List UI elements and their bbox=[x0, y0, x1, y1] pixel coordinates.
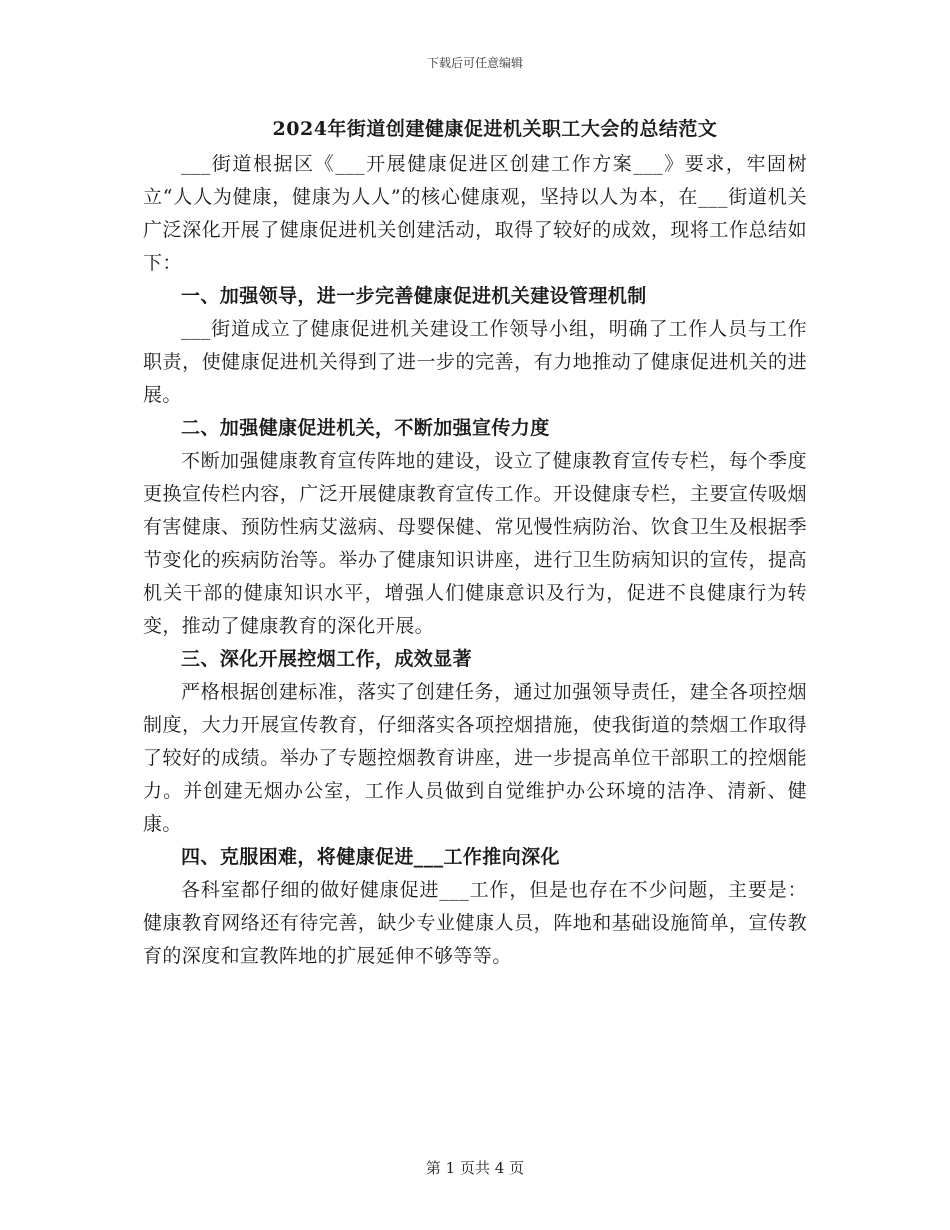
section-body-4: 各科室都仔细的做好健康促进___工作，但是也存在不少问题，主要是：健康教育网络还有待完善，缺少专业健康人员，阵地和基础设施简单，宣传教育的深度和宣教阵地的扩展延伸不够等等。 bbox=[143, 879, 807, 967]
section-body-3: 严格根据创建标准，落实了创建任务，通过加强领导责任，建全各项控烟制度，大力开展宣传教育，仔细落实各项控烟措施，使我街道的禁烟工作取得了较好的成绩。举办了专题控烟教育讲座，进一步提高单位干部职工的控烟能力。并创建无烟办公室，工作人员做到自觉维护办公环境的洁净、清新、健康。 bbox=[143, 681, 807, 835]
section-body-2: 不断加强健康教育宣传阵地的建设，设立了健康教育宣传专栏，每个季度更换宣传栏内容，广泛开展健康教育宣传工作。开设健康专栏，主要宣传吸烟有害健康、预防性病艾滋病、母婴保健、常见慢性病防治、饮食卫生及根据季节变化的疾病防治等。举办了健康知识讲座，进行卫生防病知识的宣传，提高机关干部的健康知识水平，增强人们健康意识及行为，促进不良健康行为转变，推动了健康教育的深化开展。 bbox=[143, 450, 807, 637]
header-note: 下载后可任意编辑 bbox=[426, 56, 523, 70]
section-body-1: ___街道成立了健康促进机关建设工作领导小组，明确了工作人员与工作职责，使健康促进机关得到了进一步的完善，有力地推动了健康促进机关的进展。 bbox=[143, 318, 807, 406]
section-heading-2: 二、加强健康促进机关，不断加强宣传力度 bbox=[181, 417, 550, 439]
page-number: 第 1 页共 4 页 bbox=[425, 1159, 525, 1177]
intro-paragraph: ___街道根据区《___开展健康促进区创建工作方案___》要求，牢固树立“人人为健康，健康为人人”的核心健康观，坚持以人为本，在___街道机关广泛深化开展了健康促进机关创建活动，取得了较好的成效，现将工作总结如下： bbox=[143, 153, 807, 274]
section-heading-3: 三、深化开展控烟工作，成效显著 bbox=[181, 648, 473, 670]
section-heading-4: 四、克服困难，将健康促进___工作推向深化 bbox=[181, 846, 560, 868]
document-title: 2024年街道创建健康促进机关职工大会的总结范文 bbox=[272, 118, 718, 140]
section-heading-1: 一、加强领导，进一步完善健康促进机关建设管理机制 bbox=[181, 285, 647, 307]
document-body bbox=[143, 148, 807, 973]
